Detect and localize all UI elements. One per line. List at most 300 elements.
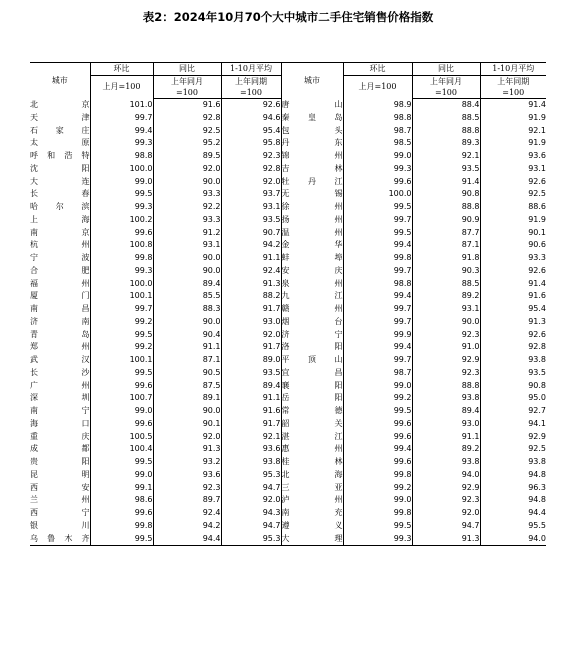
yoy-value: 90.1 [153,418,221,431]
ytd-value: 94.4 [480,507,546,520]
yoy-value: 93.1 [412,303,480,316]
table-row [30,112,546,125]
mom-value: 99.4 [343,290,412,303]
mom-value: 99.5 [90,533,153,546]
yoy-value: 88.8 [412,380,480,393]
yoy-value: 90.4 [153,329,221,342]
mom-value: 99.3 [90,137,153,150]
city-cell: 青岛 [30,329,90,339]
city-cell: 银川 [30,520,90,530]
yoy-value: 89.5 [153,150,221,163]
mom-value: 100.7 [90,392,153,405]
ytd-value: 92.8 [221,163,281,176]
mom-value: 100.4 [90,443,153,456]
city-cell: 湛江 [281,431,343,444]
ytd-value: 95.8 [221,137,281,150]
yoy-value: 90.5 [153,367,221,380]
city-cell: 长春 [30,189,90,199]
city-cell: 兰州 [30,495,90,505]
mom-value: 99.8 [90,520,153,533]
ytd-value: 91.7 [221,303,281,316]
mom-value: 99.7 [343,354,412,367]
ytd-value: 94.8 [480,469,546,482]
yoy-value: 93.3 [153,188,221,201]
city-cell: 蚌埠 [281,252,343,265]
ytd-value: 88.6 [480,201,546,214]
city-cell: 上海 [30,214,90,224]
yoy-value: 94.7 [412,520,480,533]
city-cell: 长沙 [30,367,90,377]
yoy-value: 92.4 [153,507,221,520]
mom-value: 99.7 [343,265,412,278]
mom-value: 99.0 [343,380,412,393]
city-cell: 宜昌 [281,367,343,380]
city-cell: 宁波 [30,253,90,262]
table-row [30,380,546,393]
yoy-base-right-line1: 上年同月 [412,76,480,88]
ytd-value: 91.4 [480,99,546,112]
mom-value: 99.3 [90,265,153,278]
mom-value: 99.5 [90,456,153,469]
table-row [30,316,546,329]
mom-header-left: 环比 [90,63,153,76]
mom-value: 99.5 [343,405,412,418]
yoy-value: 94.2 [153,520,221,533]
yoy-value: 92.8 [153,112,221,125]
ytd-value: 93.6 [480,150,546,163]
ytd-value: 90.8 [480,380,546,393]
ytd-value: 92.1 [480,125,546,138]
mom-value: 98.8 [343,112,412,125]
table-row [30,99,546,112]
city-cell: 赣州 [281,303,343,316]
mom-value: 99.0 [343,150,412,163]
table-row [30,290,546,303]
mom-value: 99.6 [343,176,412,189]
yoy-value: 87.1 [412,239,480,252]
ytd-value: 94.6 [221,112,281,125]
city-cell: 武汉 [30,355,90,364]
ytd-value: 93.3 [480,252,546,265]
table-row [30,278,546,291]
ytd-value: 91.3 [480,316,546,329]
mom-value: 99.7 [90,303,153,316]
ytd-value: 91.1 [221,392,281,405]
yoy-value: 92.0 [153,431,221,444]
mom-value: 98.7 [343,367,412,380]
yoy-value: 90.3 [412,265,480,278]
yoy-value: 92.5 [153,125,221,138]
city-cell: 韶关 [281,418,343,431]
table-row [30,239,546,252]
yoy-value: 91.6 [153,99,221,112]
ytd-value: 93.6 [221,443,281,456]
yoy-value: 93.1 [153,239,221,252]
city-cell: 岳阳 [281,392,343,405]
ytd-value: 90.6 [480,239,546,252]
ytd-base-right-line1: 上年同期 [480,76,546,88]
yoy-value: 94.0 [412,469,480,482]
table-row [30,329,546,342]
mom-value: 99.5 [90,367,153,380]
ytd-value: 93.5 [480,367,546,380]
mom-value: 99.6 [90,380,153,393]
mom-base-left: 上月=100 [90,76,153,99]
yoy-value: 91.3 [412,533,480,546]
city-cell: 洛阳 [281,341,343,354]
yoy-value: 88.8 [412,125,480,138]
table-row [30,456,546,469]
table-row [30,418,546,431]
table-row [30,533,546,546]
mom-value: 99.8 [343,507,412,520]
yoy-value: 90.0 [153,316,221,329]
ytd-value: 94.7 [221,520,281,533]
ytd-value: 91.6 [221,405,281,418]
table-row [30,176,546,189]
mom-value: 100.0 [343,188,412,201]
city-cell: 天津 [30,112,90,122]
city-cell: 贵阳 [30,457,90,466]
ytd-header-right: 1-10月平均 [480,63,546,76]
ytd-value: 92.6 [480,176,546,189]
yoy-value: 93.8 [412,456,480,469]
ytd-base-left-line1: 上年同期 [221,76,281,88]
yoy-value: 93.3 [153,214,221,227]
ytd-value: 95.4 [221,125,281,138]
mom-value: 99.1 [90,482,153,495]
page-title: 表2：2024年10月70个大中城市二手住宅销售价格指数 [142,10,434,24]
yoy-value: 92.9 [412,482,480,495]
city-cell: 遵义 [281,520,343,533]
table-row [30,137,546,150]
mom-value: 100.1 [90,290,153,303]
mom-value: 98.7 [343,125,412,138]
ytd-value: 92.1 [221,431,281,444]
city-cell: 烟台 [281,316,343,329]
yoy-value: 89.2 [412,443,480,456]
ytd-base-left-line2: =100 [221,87,281,99]
ytd-value: 93.0 [221,316,281,329]
ytd-value: 91.9 [480,214,546,227]
ytd-value: 94.8 [480,494,546,507]
table-row [30,303,546,316]
yoy-value: 90.0 [153,252,221,265]
table-row [30,392,546,405]
mom-value: 99.6 [90,418,153,431]
ytd-value: 93.8 [480,354,546,367]
table-row [30,469,546,482]
yoy-value: 87.1 [153,354,221,367]
city-cell: 南昌 [30,304,90,313]
yoy-value: 90.0 [153,176,221,189]
city-cell: 海口 [30,418,90,428]
yoy-value: 93.2 [153,456,221,469]
city-cell: 西安 [30,482,90,492]
city-cell: 平顶山 [281,354,343,367]
table-row [30,188,546,201]
ytd-value: 92.0 [221,494,281,507]
mom-value: 99.4 [90,125,153,138]
ytd-value: 92.3 [221,150,281,163]
ytd-value: 91.9 [480,112,546,125]
city-cell: 大理 [281,533,343,546]
yoy-value: 95.2 [153,137,221,150]
yoy-value: 93.6 [153,469,221,482]
mom-value: 99.2 [90,341,153,354]
yoy-value: 89.3 [412,137,480,150]
city-cell: 吉林 [281,163,343,176]
mom-value: 99.4 [343,239,412,252]
yoy-value: 92.2 [153,201,221,214]
city-cell: 昆明 [30,469,90,479]
city-cell: 大连 [30,176,90,186]
city-cell: 深圳 [30,393,90,403]
yoy-value: 92.9 [412,354,480,367]
ytd-value: 94.3 [221,507,281,520]
ytd-value: 88.2 [221,290,281,303]
mom-value: 99.4 [343,341,412,354]
ytd-value: 95.4 [480,303,546,316]
table-row [30,163,546,176]
ytd-value: 92.8 [480,341,546,354]
ytd-value: 93.5 [221,214,281,227]
ytd-value: 96.3 [480,482,546,495]
yoy-value: 91.2 [153,227,221,240]
city-cell: 丹东 [281,137,343,150]
price-index-table [30,62,546,546]
table-row [30,520,546,533]
table-row [30,482,546,495]
yoy-value: 89.4 [412,405,480,418]
city-cell: 沈阳 [30,163,90,173]
yoy-value: 88.4 [412,99,480,112]
ytd-value: 94.7 [221,482,281,495]
mom-value: 98.9 [343,99,412,112]
ytd-value: 91.3 [221,278,281,291]
city-cell: 哈尔滨 [30,202,90,211]
yoy-value: 89.4 [153,278,221,291]
table-row [30,150,546,163]
ytd-value: 92.6 [221,99,281,112]
ytd-value: 89.4 [221,380,281,393]
ytd-value: 94.2 [221,239,281,252]
mom-value: 99.5 [343,227,412,240]
yoy-value: 91.1 [153,341,221,354]
city-cell: 乌鲁木齐 [30,533,90,546]
ytd-value: 93.1 [480,163,546,176]
mom-value: 99.5 [343,520,412,533]
city-cell: 呼和浩特 [30,151,90,160]
yoy-value: 94.4 [153,533,221,546]
city-cell: 安庆 [281,265,343,278]
yoy-value: 90.9 [412,214,480,227]
city-cell: 济南 [30,316,90,326]
mom-value: 99.5 [90,188,153,201]
city-cell: 温州 [281,227,343,240]
yoy-value: 91.0 [412,341,480,354]
mom-value: 99.6 [343,431,412,444]
ytd-value: 91.9 [480,137,546,150]
mom-value: 99.2 [343,392,412,405]
yoy-header-right: 同比 [412,63,480,76]
city-cell: 泸州 [281,494,343,507]
ytd-base-right-line2: =100 [480,87,546,99]
ytd-value: 92.7 [480,405,546,418]
ytd-value: 92.9 [480,431,546,444]
yoy-value: 90.0 [153,405,221,418]
mom-value: 99.7 [343,214,412,227]
yoy-value: 91.3 [153,443,221,456]
mom-value: 99.6 [90,507,153,520]
mom-value: 99.0 [90,176,153,189]
ytd-value: 93.8 [480,456,546,469]
city-cell: 西宁 [30,508,90,517]
table-body [30,99,546,546]
mom-value: 99.6 [90,227,153,240]
mom-header-right: 环比 [343,63,412,76]
yoy-value: 89.2 [412,290,480,303]
ytd-value: 91.7 [221,418,281,431]
yoy-value: 93.8 [412,392,480,405]
yoy-value: 90.0 [412,316,480,329]
mom-value: 99.3 [343,163,412,176]
table-row [30,431,546,444]
mom-value: 100.1 [90,354,153,367]
ytd-value: 91.4 [480,278,546,291]
ytd-value: 92.5 [480,443,546,456]
yoy-value: 91.1 [412,431,480,444]
mom-base-right: 上月=100 [343,76,412,99]
city-cell: 徐州 [281,201,343,214]
city-cell: 泉州 [281,278,343,291]
city-cell: 南宁 [30,406,90,415]
city-cell: 福州 [30,278,90,288]
ytd-value: 92.0 [221,329,281,342]
mom-value: 100.5 [90,431,153,444]
city-cell: 北海 [281,469,343,482]
yoy-value: 88.3 [153,303,221,316]
mom-value: 100.8 [90,239,153,252]
yoy-header-left: 同比 [153,63,221,76]
mom-value: 101.0 [90,99,153,112]
yoy-value: 89.1 [153,392,221,405]
city-cell: 太原 [30,138,90,148]
ytd-value: 92.0 [221,176,281,189]
table-row [30,201,546,214]
mom-value: 100.0 [90,278,153,291]
city-cell: 秦皇岛 [281,112,343,125]
city-cell: 合肥 [30,265,90,275]
mom-value: 99.0 [90,469,153,482]
table-row [30,265,546,278]
yoy-value: 90.0 [153,265,221,278]
table-row [30,252,546,265]
ytd-value: 91.1 [221,252,281,265]
table-row [30,507,546,520]
city-cell: 扬州 [281,214,343,227]
ytd-header-left: 1-10月平均 [221,63,281,76]
mom-value: 98.8 [343,278,412,291]
city-cell: 重庆 [30,431,90,441]
table-row [30,125,546,138]
ytd-value: 95.3 [221,533,281,546]
city-header-right: 城市 [281,63,343,99]
yoy-value: 91.4 [412,176,480,189]
mom-value: 99.7 [90,112,153,125]
city-cell: 广州 [30,380,90,390]
mom-value: 99.2 [343,482,412,495]
city-cell: 成都 [30,444,90,454]
yoy-base-right-line2: =100 [412,87,480,99]
city-cell: 厦门 [30,291,90,301]
mom-value: 99.7 [343,316,412,329]
yoy-value: 92.1 [412,150,480,163]
city-cell: 包头 [281,125,343,138]
mom-value: 99.0 [90,405,153,418]
mom-value: 100.2 [90,214,153,227]
yoy-value: 89.7 [153,494,221,507]
city-cell: 九江 [281,290,343,303]
ytd-value: 93.8 [221,456,281,469]
yoy-base-left-line2: =100 [153,87,221,99]
yoy-value: 92.3 [412,329,480,342]
yoy-value: 92.0 [412,507,480,520]
city-cell: 金华 [281,239,343,252]
yoy-value: 91.8 [412,252,480,265]
city-cell: 三亚 [281,482,343,495]
ytd-value: 93.1 [221,201,281,214]
yoy-value: 88.5 [412,112,480,125]
city-cell: 襄阳 [281,380,343,393]
ytd-value: 91.7 [221,341,281,354]
table-row [30,214,546,227]
city-cell: 惠州 [281,443,343,456]
yoy-value: 87.5 [153,380,221,393]
mom-value: 99.6 [343,418,412,431]
table-row [30,494,546,507]
mom-value: 99.3 [343,533,412,546]
mom-value: 99.8 [343,252,412,265]
ytd-value: 92.4 [221,265,281,278]
table-row [30,405,546,418]
ytd-value: 89.0 [221,354,281,367]
table-row [30,227,546,240]
ytd-value: 93.7 [221,188,281,201]
city-header-left: 城市 [30,63,90,99]
mom-value: 98.8 [90,150,153,163]
mom-value: 99.3 [90,201,153,214]
city-cell: 唐山 [281,99,343,112]
table-row [30,443,546,456]
mom-value: 99.8 [90,252,153,265]
city-cell: 南充 [281,507,343,520]
ytd-value: 92.5 [480,188,546,201]
city-cell: 郑州 [30,342,90,352]
city-cell: 石家庄 [30,125,90,135]
mom-value: 99.6 [343,456,412,469]
yoy-value: 93.5 [412,163,480,176]
yoy-value: 92.0 [153,163,221,176]
city-cell: 杭州 [30,240,90,250]
yoy-value: 85.5 [153,290,221,303]
city-cell: 济宁 [281,329,343,342]
yoy-value: 88.8 [412,201,480,214]
yoy-value: 92.3 [412,367,480,380]
city-cell: 常德 [281,405,343,418]
mom-value: 99.4 [343,443,412,456]
ytd-value: 95.5 [480,520,546,533]
